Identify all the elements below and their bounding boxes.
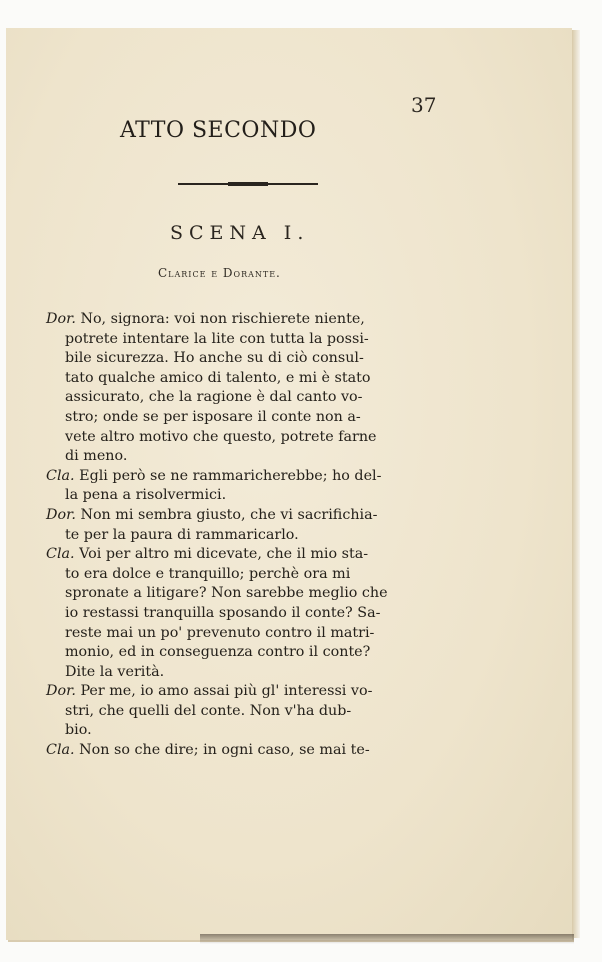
line-text: assicurato, che la ragione è dal canto vo- <box>65 389 363 406</box>
dialogue-speech <box>46 467 446 506</box>
dialogue-line <box>46 330 446 350</box>
dialogue-line <box>46 741 446 761</box>
dialogue-line <box>46 369 446 389</box>
dialogue-line <box>46 388 446 408</box>
line-text: reste mai un po' prevenuto contro il matri- <box>65 624 375 641</box>
speaker-label: Dor. <box>46 683 76 700</box>
dialogue-line <box>46 682 446 702</box>
line-text: spronate a litigare? Non sarebbe meglio che <box>65 585 388 602</box>
line-text: stro; onde se per isposare il conte non a- <box>65 408 361 425</box>
speaker-label: Cla. <box>46 742 75 759</box>
line-text: te per la paura di rammaricarlo. <box>65 526 299 543</box>
dialogue-line <box>46 486 446 506</box>
dialogue-line <box>46 506 446 526</box>
dialogue-speech <box>46 310 446 467</box>
dialogue-line <box>46 663 446 683</box>
line-text: to era dolce e tranquillo; perchè ora mi <box>65 565 351 582</box>
line-text: tato qualche amico di talento, e mi è stato <box>65 369 371 386</box>
speaker-label: Dor. <box>46 506 76 523</box>
dialogue-line <box>46 467 446 487</box>
dialogue-line <box>46 447 446 467</box>
line-text: Voi per altro mi dicevate, che il mio sta- <box>79 546 369 563</box>
line-text: Dite la verità. <box>65 663 165 680</box>
dialogue-line <box>46 643 446 663</box>
dialogue-line <box>46 604 446 624</box>
line-text: monio, ed in conseguenza contro il conte? <box>65 644 371 661</box>
page-number: 37 <box>411 93 437 117</box>
line-text: Egli però se ne rammaricherebbe; ho del- <box>79 467 382 484</box>
dialogue-line <box>46 545 446 565</box>
dialogue-line <box>46 565 446 585</box>
dialogue-line <box>46 721 446 741</box>
dialogue-line <box>46 624 446 644</box>
speaker-label: Cla. <box>46 467 75 484</box>
dialogue-line <box>46 349 446 369</box>
dialogue-speech <box>46 741 446 761</box>
ornamental-divider <box>178 182 318 186</box>
dialogue-line <box>46 310 446 330</box>
act-title: ATTO SECONDO <box>120 118 317 143</box>
dialogue-speech <box>46 545 446 682</box>
line-text: io restassi tranquilla sposando il conte? Sa- <box>65 604 381 621</box>
dialogue-line <box>46 428 446 448</box>
line-text: Non mi sembra giusto, che vi sacrifichia- <box>80 506 378 523</box>
line-text: vete altro motivo che questo, potrete farne <box>65 428 377 445</box>
dialogue-line <box>46 526 446 546</box>
dialogue-speech <box>46 682 446 741</box>
line-text: bio. <box>65 722 92 739</box>
speaker-label: Cla. <box>46 546 75 563</box>
dialogue-line <box>46 408 446 428</box>
line-text: Per me, io amo assai più gl' interessi vo- <box>80 683 373 700</box>
scene-characters: Clarice e Dorante. <box>158 266 281 280</box>
line-text: potrete intentare la lite con tutta la possi- <box>65 330 369 347</box>
line-text: stri, che quelli del conte. Non v'ha dub- <box>65 702 352 719</box>
dialogue-line <box>46 702 446 722</box>
dialogue-text <box>46 310 446 761</box>
page-edge <box>572 30 580 938</box>
dialogue-line <box>46 584 446 604</box>
scene-title: SCENA I. <box>170 222 310 244</box>
line-text: No, signora: voi non rischierete niente, <box>80 311 365 327</box>
line-text: Non so che dire; in ogni caso, se mai te- <box>79 742 370 759</box>
speaker-label: Dor. <box>46 311 76 327</box>
page-shadow <box>200 934 574 944</box>
line-text: di meno. <box>65 448 128 465</box>
line-text: la pena a risolvermici. <box>65 487 227 504</box>
line-text: bile sicurezza. Ho anche su di ciò consul- <box>65 350 364 367</box>
dialogue-speech <box>46 506 446 545</box>
